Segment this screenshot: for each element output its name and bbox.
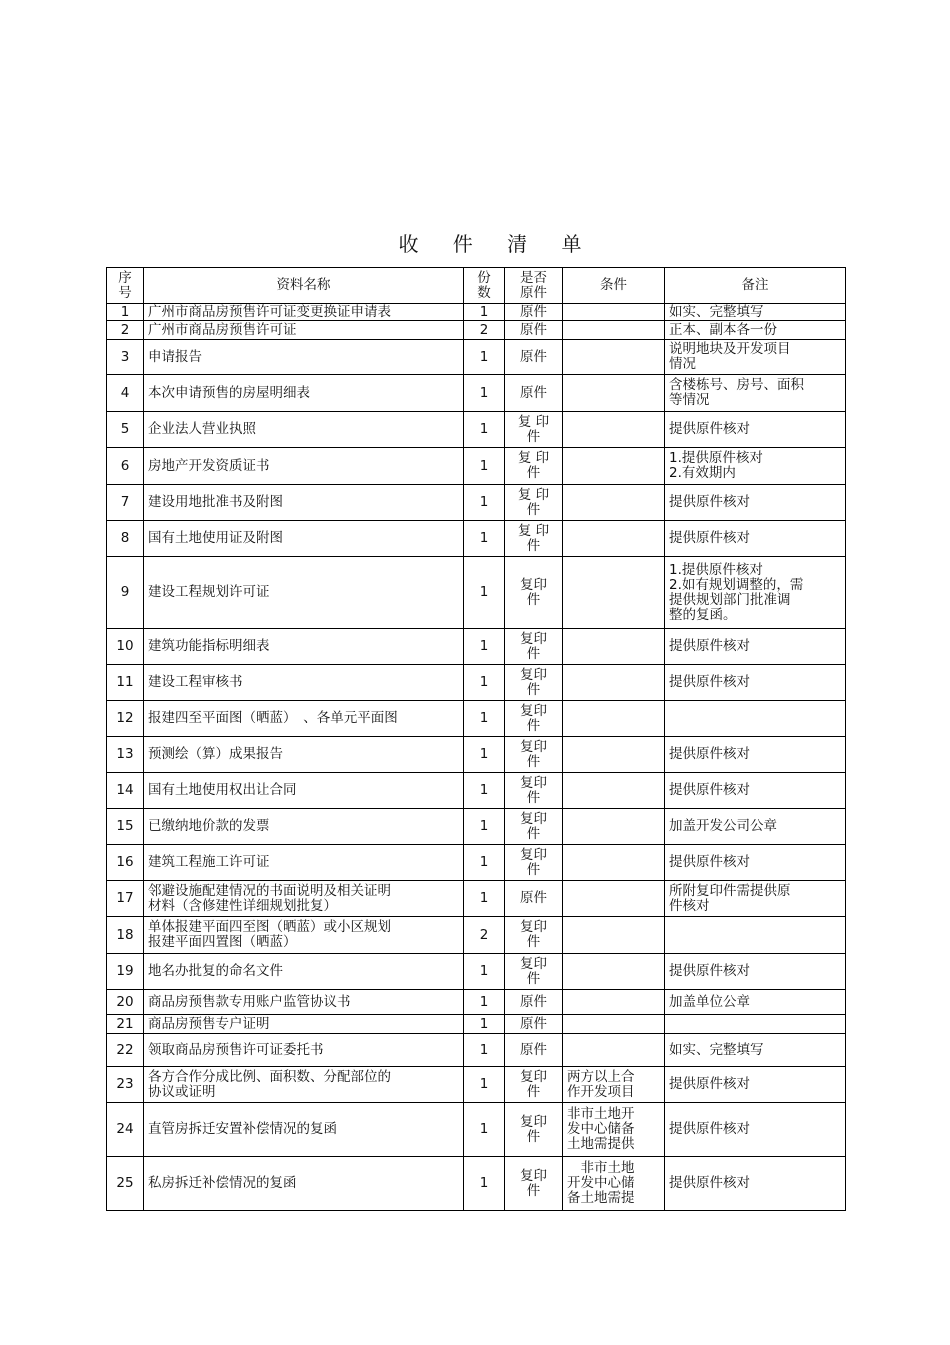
cell-name: 商品房预售款专用账户监管协议书 <box>144 990 464 1015</box>
cell-note: 提供原件核对 <box>665 1157 846 1211</box>
cell-original: 复 印 件 <box>505 521 563 557</box>
cell-note: 提供原件核对 <box>665 845 846 881</box>
cell-note: 提供原件核对 <box>665 485 846 521</box>
cell-count: 1 <box>464 665 505 701</box>
cell-original: 复印 件 <box>505 809 563 845</box>
cell-note: 提供原件核对 <box>665 1103 846 1157</box>
cell-count: 1 <box>464 1015 505 1034</box>
cell-original: 复印 件 <box>505 701 563 737</box>
cell-no: 5 <box>107 412 144 448</box>
cell-no: 18 <box>107 917 144 954</box>
cell-name: 本次申请预售的房屋明细表 <box>144 375 464 412</box>
table-row <box>107 485 846 521</box>
cell-original: 原件 <box>505 881 563 917</box>
header-original: 是否 原件 <box>505 268 563 304</box>
table-row <box>107 412 846 448</box>
table-row <box>107 737 846 773</box>
cell-no: 2 <box>107 321 144 340</box>
cell-no: 19 <box>107 954 144 990</box>
cell-condition <box>563 954 665 990</box>
cell-original: 复印 件 <box>505 557 563 629</box>
table-header-row <box>107 268 846 304</box>
cell-condition <box>563 340 665 375</box>
cell-name: 各方合作分成比例、面积数、分配部位的 协议或证明 <box>144 1067 464 1103</box>
cell-count: 1 <box>464 990 505 1015</box>
cell-original: 原件 <box>505 990 563 1015</box>
cell-original: 复印 件 <box>505 737 563 773</box>
cell-no: 7 <box>107 485 144 521</box>
table-row <box>107 321 846 340</box>
table-row <box>107 1157 846 1211</box>
cell-name: 邻避设施配建情况的书面说明及相关证明 材料（含修建性详细规划批复） <box>144 881 464 917</box>
document-checklist-table <box>106 267 846 1211</box>
cell-no: 9 <box>107 557 144 629</box>
cell-condition <box>563 701 665 737</box>
cell-count: 1 <box>464 340 505 375</box>
cell-no: 11 <box>107 665 144 701</box>
cell-no: 4 <box>107 375 144 412</box>
cell-count: 1 <box>464 1067 505 1103</box>
cell-original: 原件 <box>505 321 563 340</box>
table-row <box>107 773 846 809</box>
cell-name: 国有土地使用证及附图 <box>144 521 464 557</box>
cell-condition <box>563 665 665 701</box>
cell-count: 1 <box>464 737 505 773</box>
header-no: 序 号 <box>107 268 144 304</box>
cell-note: 提供原件核对 <box>665 737 846 773</box>
cell-condition <box>563 881 665 917</box>
cell-name: 地名办批复的命名文件 <box>144 954 464 990</box>
cell-count: 1 <box>464 845 505 881</box>
cell-count: 1 <box>464 375 505 412</box>
cell-no: 20 <box>107 990 144 1015</box>
cell-condition <box>563 321 665 340</box>
cell-no: 22 <box>107 1034 144 1067</box>
cell-no: 12 <box>107 701 144 737</box>
cell-note: 如实、完整填写 <box>665 304 846 321</box>
cell-original: 复印 件 <box>505 773 563 809</box>
header-condition: 条件 <box>563 268 665 304</box>
header-note: 备注 <box>665 268 846 304</box>
cell-note: 加盖开发公司公章 <box>665 809 846 845</box>
cell-condition: 两方以上合 作开发项目 <box>563 1067 665 1103</box>
table-row <box>107 845 846 881</box>
cell-original: 原件 <box>505 1034 563 1067</box>
cell-count: 1 <box>464 485 505 521</box>
cell-note <box>665 917 846 954</box>
table-row <box>107 881 846 917</box>
cell-name: 商品房预售专户证明 <box>144 1015 464 1034</box>
cell-condition <box>563 845 665 881</box>
cell-name: 广州市商品房预售许可证 <box>144 321 464 340</box>
cell-original: 原件 <box>505 375 563 412</box>
cell-condition <box>563 485 665 521</box>
cell-no: 24 <box>107 1103 144 1157</box>
cell-note: 正本、副本各一份 <box>665 321 846 340</box>
cell-count: 2 <box>464 917 505 954</box>
cell-condition <box>563 990 665 1015</box>
table-row <box>107 701 846 737</box>
cell-no: 14 <box>107 773 144 809</box>
table-row <box>107 917 846 954</box>
cell-condition <box>563 375 665 412</box>
cell-condition <box>563 773 665 809</box>
cell-name: 已缴纳地价款的发票 <box>144 809 464 845</box>
cell-name: 预测绘（算）成果报告 <box>144 737 464 773</box>
cell-name: 建设工程规划许可证 <box>144 557 464 629</box>
cell-count: 1 <box>464 809 505 845</box>
table-row <box>107 1067 846 1103</box>
cell-name: 建设用地批准书及附图 <box>144 485 464 521</box>
cell-name: 房地产开发资质证书 <box>144 448 464 485</box>
cell-original: 复印 件 <box>505 917 563 954</box>
cell-original: 复 印 件 <box>505 448 563 485</box>
cell-condition <box>563 448 665 485</box>
table-row <box>107 1034 846 1067</box>
cell-name: 私房拆迁补偿情况的复函 <box>144 1157 464 1211</box>
table-row <box>107 1015 846 1034</box>
cell-original: 复印 件 <box>505 954 563 990</box>
cell-count: 2 <box>464 321 505 340</box>
cell-note: 提供原件核对 <box>665 954 846 990</box>
table-row <box>107 557 846 629</box>
cell-no: 13 <box>107 737 144 773</box>
cell-no: 1 <box>107 304 144 321</box>
cell-name: 领取商品房预售许可证委托书 <box>144 1034 464 1067</box>
cell-count: 1 <box>464 1157 505 1211</box>
cell-original: 复印 件 <box>505 1157 563 1211</box>
cell-count: 1 <box>464 521 505 557</box>
cell-original: 原件 <box>505 304 563 321</box>
table-row <box>107 1103 846 1157</box>
cell-name: 建筑功能指标明细表 <box>144 629 464 665</box>
table-row <box>107 809 846 845</box>
cell-no: 6 <box>107 448 144 485</box>
cell-no: 3 <box>107 340 144 375</box>
cell-name: 报建四至平面图（晒蓝） 、各单元平面图 <box>144 701 464 737</box>
cell-original: 原件 <box>505 340 563 375</box>
table-row <box>107 954 846 990</box>
cell-no: 17 <box>107 881 144 917</box>
cell-no: 8 <box>107 521 144 557</box>
cell-note: 加盖单位公章 <box>665 990 846 1015</box>
cell-no: 15 <box>107 809 144 845</box>
cell-note <box>665 701 846 737</box>
table-row <box>107 448 846 485</box>
cell-note: 1.提供原件核对 2.如有规划调整的，需 提供规划部门批准调 整的复函。 <box>665 557 846 629</box>
cell-condition <box>563 737 665 773</box>
table-row <box>107 990 846 1015</box>
cell-note: 说明地块及开发项目 情况 <box>665 340 846 375</box>
cell-original: 原件 <box>505 1015 563 1034</box>
table-row <box>107 629 846 665</box>
cell-condition <box>563 1015 665 1034</box>
cell-condition <box>563 304 665 321</box>
cell-original: 复 印 件 <box>505 485 563 521</box>
cell-note: 提供原件核对 <box>665 629 846 665</box>
header-count: 份 数 <box>464 268 505 304</box>
cell-original: 复印 件 <box>505 629 563 665</box>
cell-name: 广州市商品房预售许可证变更换证申请表 <box>144 304 464 321</box>
cell-count: 1 <box>464 701 505 737</box>
cell-original: 复印 件 <box>505 845 563 881</box>
cell-name: 申请报告 <box>144 340 464 375</box>
cell-original: 复印 件 <box>505 665 563 701</box>
cell-name: 建筑工程施工许可证 <box>144 845 464 881</box>
cell-no: 10 <box>107 629 144 665</box>
cell-name: 国有土地使用权出让合同 <box>144 773 464 809</box>
cell-count: 1 <box>464 954 505 990</box>
cell-note: 含楼栋号、房号、面积 等情况 <box>665 375 846 412</box>
cell-count: 1 <box>464 448 505 485</box>
cell-name: 单体报建平面四至图（晒蓝）或小区规划 报建平面四置图（晒蓝） <box>144 917 464 954</box>
cell-condition: 非市土地开 发中心储备 土地需提供 <box>563 1103 665 1157</box>
table-row <box>107 521 846 557</box>
cell-count: 1 <box>464 304 505 321</box>
cell-no: 23 <box>107 1067 144 1103</box>
cell-no: 16 <box>107 845 144 881</box>
cell-note: 提供原件核对 <box>665 665 846 701</box>
cell-count: 1 <box>464 412 505 448</box>
cell-note: 所附复印件需提供原 件核对 <box>665 881 846 917</box>
cell-original: 复 印 件 <box>505 412 563 448</box>
cell-note: 提供原件核对 <box>665 412 846 448</box>
cell-no: 25 <box>107 1157 144 1211</box>
cell-condition <box>563 521 665 557</box>
cell-count: 1 <box>464 881 505 917</box>
cell-condition <box>563 629 665 665</box>
table-row <box>107 340 846 375</box>
header-name: 资料名称 <box>144 268 464 304</box>
cell-note: 提供原件核对 <box>665 773 846 809</box>
table-row <box>107 304 846 321</box>
cell-condition: 非市土地 开发中心储 备土地需提 <box>563 1157 665 1211</box>
cell-note: 如实、完整填写 <box>665 1034 846 1067</box>
cell-name: 直管房拆迁安置补偿情况的复函 <box>144 1103 464 1157</box>
cell-name: 建设工程审核书 <box>144 665 464 701</box>
cell-note: 1.提供原件核对 2.有效期内 <box>665 448 846 485</box>
cell-count: 1 <box>464 557 505 629</box>
cell-count: 1 <box>464 1034 505 1067</box>
cell-condition <box>563 917 665 954</box>
cell-condition <box>563 412 665 448</box>
cell-condition <box>563 557 665 629</box>
cell-original: 复印 件 <box>505 1067 563 1103</box>
cell-original: 复印 件 <box>505 1103 563 1157</box>
cell-count: 1 <box>464 629 505 665</box>
cell-count: 1 <box>464 1103 505 1157</box>
table-row <box>107 665 846 701</box>
cell-count: 1 <box>464 773 505 809</box>
table-row <box>107 375 846 412</box>
cell-condition <box>563 809 665 845</box>
cell-note: 提供原件核对 <box>665 521 846 557</box>
cell-no: 21 <box>107 1015 144 1034</box>
cell-note <box>665 1015 846 1034</box>
page-title: 收 件 清 单 <box>398 232 596 256</box>
cell-name: 企业法人营业执照 <box>144 412 464 448</box>
cell-note: 提供原件核对 <box>665 1067 846 1103</box>
cell-condition <box>563 1034 665 1067</box>
